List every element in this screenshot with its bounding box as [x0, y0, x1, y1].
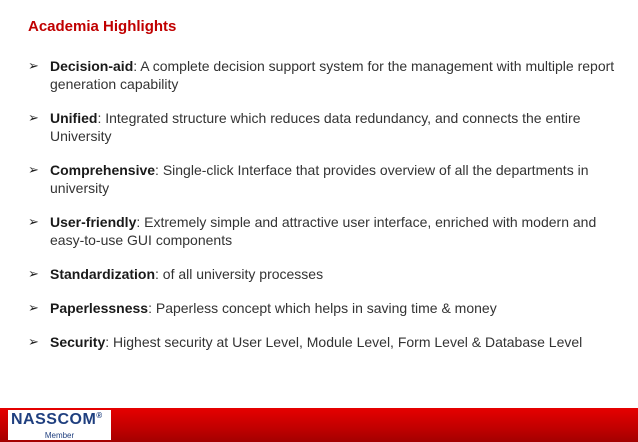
bullet-text: : Single-click Interface that provides overview of all the departments in university: [50, 162, 589, 196]
arrow-bullet-icon: ➢: [28, 58, 39, 73]
bullet-term: Standardization: [50, 266, 156, 282]
slide-title: Academia Highlights: [28, 18, 177, 35]
arrow-bullet-icon: ➢: [28, 110, 39, 125]
bullet-text: : Highest security at User Level, Module Level, Form Level & Database Level: [105, 334, 583, 350]
list-item: [28, 299, 618, 317]
arrow-bullet-icon: ➢: [28, 266, 39, 281]
bullet-text: : A complete decision support system for the management with multiple report generation capability: [50, 58, 615, 92]
bullet-term: Unified: [50, 110, 98, 126]
bullet-text: : Extremely simple and attractive user interface, enriched with modern and easy-to-use GUI components: [50, 214, 597, 248]
bullet-text: : of all university processes: [155, 266, 324, 282]
logo-name: NASSCOM: [11, 411, 97, 428]
arrow-bullet-icon: ➢: [28, 300, 39, 315]
bullet-text: : Paperless concept which helps in saving time & money: [148, 300, 497, 316]
arrow-bullet-icon: ➢: [28, 214, 39, 229]
list-item: [28, 109, 618, 145]
logo-member-label: Member: [44, 431, 75, 440]
highlights-list: [28, 57, 618, 367]
nasscom-logo: [8, 410, 111, 440]
bullet-term: User-friendly: [50, 214, 137, 230]
list-item: [28, 161, 618, 197]
bullet-term: Paperlessness: [50, 300, 149, 316]
list-item: [28, 333, 618, 351]
list-item: [28, 57, 618, 93]
arrow-bullet-icon: ➢: [28, 334, 39, 349]
logo-wordmark: [11, 411, 103, 429]
bullet-term: Comprehensive: [50, 162, 156, 178]
logo-registered-mark: ®: [96, 411, 103, 420]
list-item: [28, 265, 618, 283]
list-item: [28, 213, 618, 249]
arrow-bullet-icon: ➢: [28, 162, 39, 177]
bullet-term: Decision-aid: [50, 58, 134, 74]
bullet-term: Security: [50, 334, 106, 350]
bullet-text: : Integrated structure which reduces data redundancy, and connects the entire University: [50, 110, 581, 144]
